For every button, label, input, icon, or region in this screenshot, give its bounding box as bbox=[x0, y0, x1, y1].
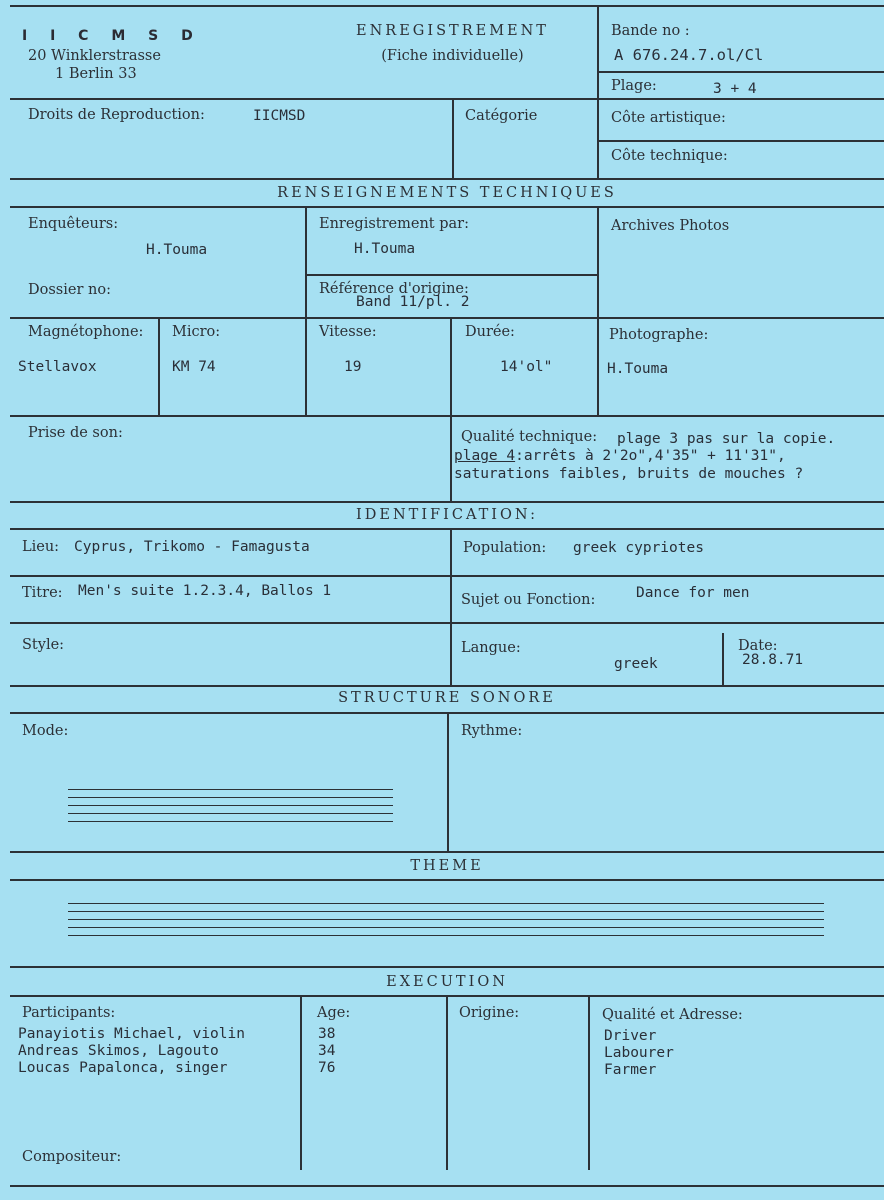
participant-qualite: Labourer bbox=[604, 1045, 674, 1061]
reference-label: Référence d'origine: bbox=[319, 281, 469, 297]
photographe-value: H.Touma bbox=[607, 361, 669, 377]
rule-titre-bottom bbox=[10, 622, 884, 624]
plage-4-underlined: plage 4 bbox=[454, 448, 516, 464]
participant-name: Andreas Skimos, Lagouto bbox=[18, 1043, 219, 1059]
photographe-label: Photographe: bbox=[609, 327, 709, 343]
structure-heading: STRUCTURE SONORE bbox=[338, 690, 556, 706]
vitesse-label: Vitesse: bbox=[319, 324, 377, 340]
titre-label: Titre: bbox=[22, 585, 63, 601]
compositeur-label: Compositeur: bbox=[22, 1149, 122, 1165]
participant-qualite: Farmer bbox=[604, 1062, 657, 1078]
origine-label: Origine: bbox=[459, 1005, 520, 1021]
cote-technique-label: Côte technique: bbox=[611, 148, 728, 164]
vrule-age bbox=[300, 995, 302, 1170]
plage-label: Plage: bbox=[611, 78, 657, 94]
vrule-tech-b bbox=[597, 206, 599, 415]
theme-staff-line bbox=[68, 919, 824, 920]
rule-ident-heading-bottom bbox=[10, 528, 884, 530]
card-top-border bbox=[10, 5, 884, 7]
participant-name: Loucas Papalonca, singer bbox=[18, 1060, 228, 1076]
rule-enreg-split bbox=[305, 274, 597, 276]
date-label: Date: bbox=[738, 638, 778, 654]
dossier-label: Dossier no: bbox=[28, 282, 111, 298]
style-label: Style: bbox=[22, 637, 65, 653]
identification-heading: IDENTIFICATION: bbox=[356, 507, 538, 523]
rythme-label: Rythme: bbox=[461, 723, 523, 739]
participant-age: 76 bbox=[318, 1060, 336, 1076]
mode-staff-line bbox=[68, 813, 393, 814]
address-city: 1 Berlin 33 bbox=[55, 66, 137, 82]
cote-artistique-label: Côte artistique: bbox=[611, 110, 726, 126]
rule-plage-top bbox=[598, 71, 884, 73]
mode-staff-line bbox=[68, 797, 393, 798]
participant-age: 38 bbox=[318, 1026, 336, 1042]
micro-value: KM 74 bbox=[172, 359, 216, 375]
participant-age: 34 bbox=[318, 1043, 336, 1059]
enqueteurs-label: Enquêteurs: bbox=[28, 216, 119, 232]
vrule-tech-a bbox=[305, 206, 307, 415]
qualite-technique-line2-rest: :arrêts à 2'2o",4'35" + 11'31", bbox=[515, 448, 786, 464]
micro-label: Micro: bbox=[172, 324, 221, 340]
population-value: greek cypriotes bbox=[573, 540, 704, 556]
vrule-qualite-adresse bbox=[588, 995, 590, 1170]
qualite-technique-line3: saturations faibles, bruits de mouches ? bbox=[454, 466, 804, 482]
langue-value: greek bbox=[614, 656, 658, 672]
age-label: Age: bbox=[317, 1005, 351, 1021]
qualite-technique-label: Qualité technique: bbox=[461, 429, 598, 445]
qualite-technique-line1: plage 3 pas sur la copie. bbox=[617, 431, 836, 447]
theme-staff-line bbox=[68, 911, 824, 912]
enreg-par-label: Enregistrement par: bbox=[319, 216, 469, 232]
plage-value: 3 + 4 bbox=[713, 81, 757, 97]
prise-de-son-label: Prise de son: bbox=[28, 425, 123, 441]
droits-value: IICMSD bbox=[253, 108, 306, 124]
qualite-technique-line2 bbox=[454, 448, 786, 465]
rule-rights-bottom bbox=[10, 178, 884, 180]
population-label: Population: bbox=[463, 540, 547, 556]
mode-staff-line bbox=[68, 789, 393, 790]
enqueteurs-value: H.Touma bbox=[146, 242, 208, 258]
enreg-par-value: H.Touma bbox=[354, 241, 416, 257]
duree-value: 14'ol" bbox=[500, 359, 553, 375]
rule-tech-row2-bottom bbox=[10, 415, 884, 417]
sujet-label: Sujet ou Fonction: bbox=[461, 592, 596, 608]
mode-label: Mode: bbox=[22, 723, 69, 739]
theme-heading: THEME bbox=[410, 858, 484, 874]
participants-label: Participants: bbox=[22, 1005, 116, 1021]
rule-lieu-bottom bbox=[10, 575, 884, 577]
vrule-micro bbox=[158, 317, 160, 415]
qualite-adresse-label: Qualité et Adresse: bbox=[602, 1007, 743, 1023]
card-bottom-border bbox=[10, 1185, 884, 1187]
form-subtitle: (Fiche individuelle) bbox=[381, 48, 524, 64]
sujet-value: Dance for men bbox=[636, 585, 750, 601]
rule-cote-split bbox=[598, 140, 884, 142]
vitesse-value: 19 bbox=[344, 359, 362, 375]
lieu-value: Cyprus, Trikomo - Famagusta bbox=[74, 539, 310, 555]
rule-theme-bottom bbox=[10, 966, 884, 968]
address-street: 20 Winklerstrasse bbox=[28, 48, 161, 64]
archives-photos-label: Archives Photos bbox=[611, 218, 730, 234]
rule-tech-row1-bottom bbox=[10, 317, 884, 319]
vrule-ident bbox=[450, 528, 452, 685]
form-title: ENREGISTREMENT bbox=[356, 23, 549, 39]
vrule-categorie bbox=[452, 98, 454, 178]
theme-staff-line bbox=[68, 927, 824, 928]
rule-tech-heading-bottom bbox=[10, 206, 884, 208]
lieu-label: Lieu: bbox=[22, 539, 60, 555]
rule-structure-bottom bbox=[10, 851, 884, 853]
mode-staff-line bbox=[68, 805, 393, 806]
duree-label: Durée: bbox=[465, 324, 515, 340]
date-value: 28.8.71 bbox=[742, 652, 804, 668]
bande-value: A 676.24.7.ol/Cl bbox=[614, 46, 764, 64]
participant-name: Panayiotis Michael, violin bbox=[18, 1026, 245, 1042]
vrule-header-right bbox=[597, 5, 599, 178]
vrule-duree bbox=[450, 317, 452, 501]
execution-heading: EXECUTION bbox=[386, 974, 508, 990]
langue-label: Langue: bbox=[461, 640, 521, 656]
rule-header-bottom bbox=[10, 98, 884, 100]
reference-value: Band 11/pl. 2 bbox=[356, 294, 470, 310]
theme-staff-line bbox=[68, 935, 824, 936]
droits-label: Droits de Reproduction: bbox=[28, 107, 205, 123]
vrule-date bbox=[722, 633, 724, 685]
magnetophone-label: Magnétophone: bbox=[28, 324, 144, 340]
technical-heading: RENSEIGNEMENTS TECHNIQUES bbox=[277, 185, 617, 201]
magnetophone-value: Stellavox bbox=[18, 359, 97, 375]
categorie-label: Catégorie bbox=[465, 108, 538, 124]
titre-value: Men's suite 1.2.3.4, Ballos 1 bbox=[78, 583, 332, 599]
rule-theme-heading-bottom bbox=[10, 879, 884, 881]
institute-logo: I I C M S D bbox=[22, 28, 202, 44]
vrule-origine bbox=[446, 995, 448, 1170]
vrule-rythme bbox=[447, 712, 449, 851]
participant-qualite: Driver bbox=[604, 1028, 657, 1044]
rule-style-bottom bbox=[10, 685, 884, 687]
rule-tech-bottom bbox=[10, 501, 884, 503]
bande-label: Bande no : bbox=[611, 23, 690, 39]
theme-staff-line bbox=[68, 903, 824, 904]
mode-staff-line bbox=[68, 821, 393, 822]
